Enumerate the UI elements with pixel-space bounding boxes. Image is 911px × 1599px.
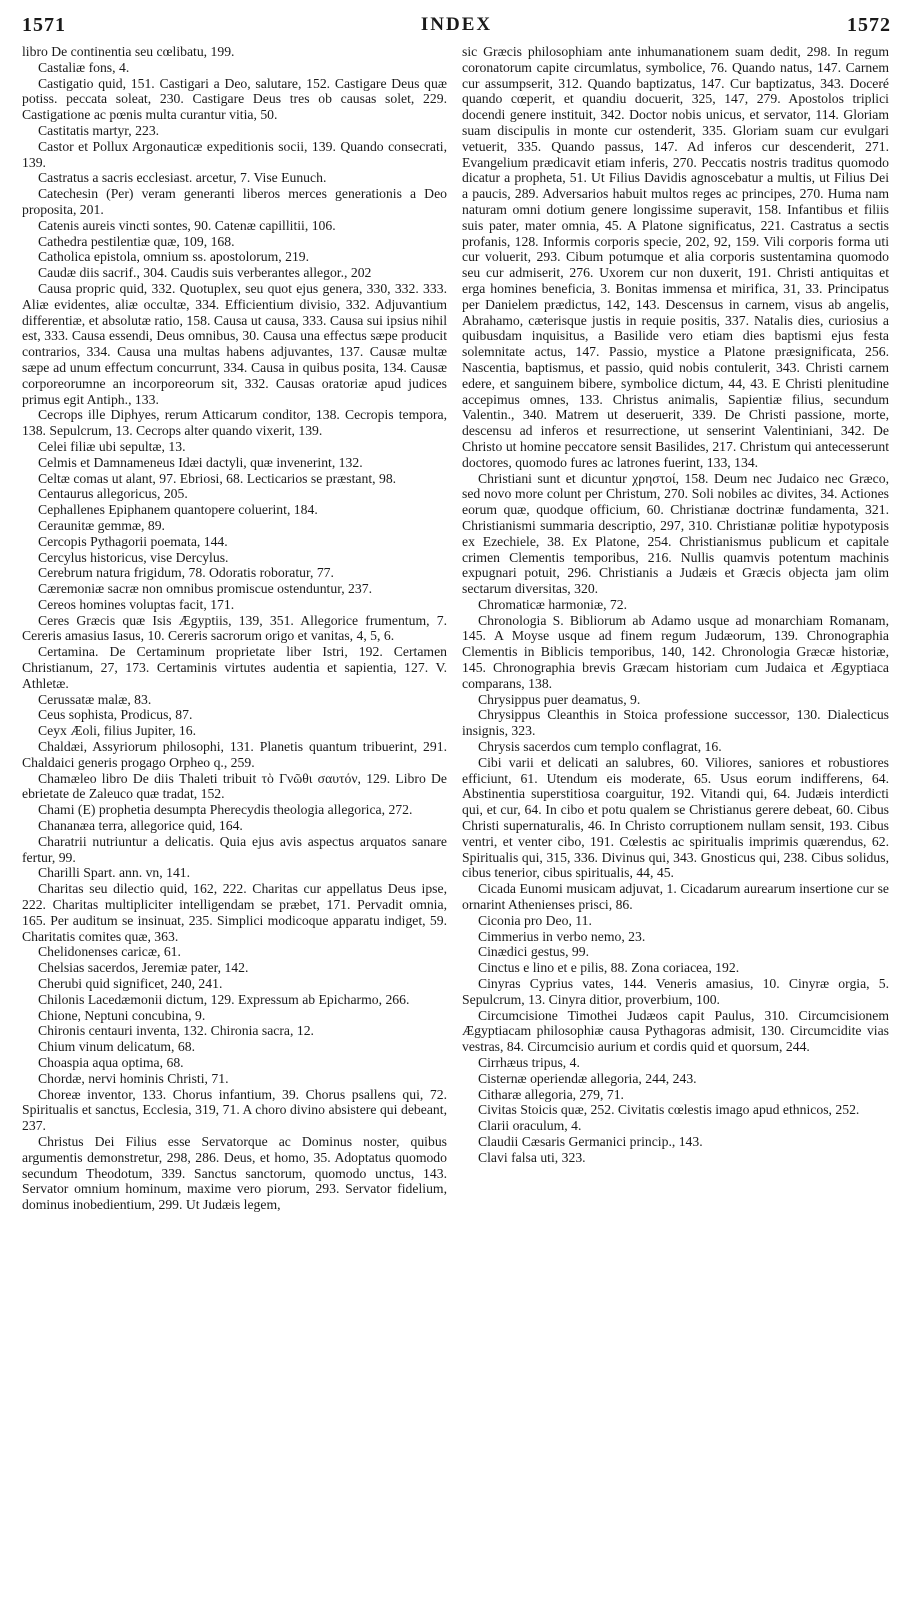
index-entry: Chrysippus puer deamatus, 9.	[478, 691, 641, 707]
index-entry: Civitas Stoicis quæ, 252. Civitatis cœlestis imago apud ethnicos, 252.	[478, 1102, 860, 1118]
index-entry: Cæremoniæ sacræ non omnibus promiscue ostenduntur, 237.	[38, 581, 373, 597]
index-entry: Celtæ comas ut alant, 97. Ebriosi, 68. Lecticarios se præstant, 98.	[38, 470, 397, 486]
index-entry: Chironis centauri inventa, 132. Chironia sacra, 12.	[38, 1023, 314, 1039]
right-page-number: 1572	[847, 14, 891, 36]
index-entry: Cerebrum natura frigidum, 78. Odoratis roboratur, 77.	[38, 565, 334, 581]
index-entry: Citharæ allegoria, 279, 71.	[478, 1086, 624, 1102]
index-entry: Castigatio quid, 151. Castigari a Deo, salutare, 152. Castigare Deus quæ potiss. peccata soleat, 230. Castigare Deus tres ob causas solet, 229. Castigatione ac pœnis multa curantur vitia, 50.	[22, 75, 447, 123]
index-entry: Chromaticæ harmoniæ, 72.	[478, 596, 628, 612]
index-entry: Catechesin (Per) veram generanti liberos merces generationis a Deo proposita, 201.	[22, 186, 447, 217]
index-entry: libro De continentia seu cœlibatu, 199.	[22, 44, 235, 59]
index-entry: Clarii oraculum, 4.	[478, 1118, 582, 1134]
index-entry: Choaspia aqua optima, 68.	[38, 1055, 184, 1070]
index-entry: Cirrhæus tripus, 4.	[478, 1055, 580, 1070]
index-entry: Chami (E) prophetia desumpta Pherecydis theologia allegorica, 272.	[38, 802, 413, 818]
index-entry: Cerussatæ malæ, 83.	[38, 691, 152, 707]
index-entry: Chananæa terra, allegorice quid, 164.	[38, 818, 243, 834]
index-entry: Chronologia S. Bibliorum ab Adamo usque ad monarchiam Romanam, 145. A Moyse usque ad finem regum Judæorum, 139. Chronographia Clementis in Biblicis temporibus, 140, 142. Chronologia Græcæ historiæ, 145. Chronographia brevis Græcam historiam cum Judaica et Ægyptiaca comparans, 138.	[462, 612, 889, 691]
index-entry: Causa propric quid, 332. Quotuplex, seu quot ejus genera, 330, 332. 333. Aliæ evidentes, aliæ occultæ, 334. Efficientium divisio, 332. Adjuvantium differentiæ, et absolutæ ratio, 158. Causa ut causa, 333. Causa sui ipsius nihil est, 333. Causa essendi, Deus omnibus, 30. Causa una effectus sæpe producit contrarios, 334. Causa una multas habens adjuvantes, 137. Causæ multæ sæpe ad unum effectum concurrunt, 334. Causa in quibus posita, 134. Causæ corporeorumne an incorporeorum sit, 332. Causas oratoriæ apud judices primus egit Antiph., 133.	[22, 280, 447, 407]
index-entry: Celei filiæ ubi sepultæ, 13.	[38, 438, 186, 454]
index-entry: Cinædici gestus, 99.	[478, 944, 590, 960]
index-entry: Ceus sophista, Prodicus, 87.	[38, 707, 193, 723]
index-entry: Charatrii nutriuntur a delicatis. Quia ejus avis aspectus arquatos sanare fertur, 99.	[22, 833, 447, 865]
index-entry: Cereos homines voluptas facit, 171.	[38, 596, 235, 612]
index-entry: Chelidonenses caricæ, 61.	[38, 944, 181, 960]
index-entry: Cherubi quid significet, 240, 241.	[38, 976, 223, 992]
index-entry: Circumcisione Timothei Judæos capit Paulus, 310. Circumcisionem Ægyptiacam philosophiæ causa Pythagoras admisit, 130. Circumcidite vias vestras, 84. Circumcisio aurium et cordis quid et quorsum, 244.	[462, 1007, 889, 1055]
right-column	[462, 44, 889, 1581]
index-entry: Castaliæ fons, 4.	[38, 59, 130, 75]
index-entry: Cibi varii et delicati an salubres, 60. Viliores, saniores et robustiores efficiunt, 61. Utendum eis moderate, 65. Usus eorum indifferens, 64. Abstinentia superstitiosa coarguitur, 192. Vitandi qui, 64. Judæis interdicti qui, et cur, 64. In cibo et potu qualem se Christianus gerere debeat, 60. Cibus Christi supernaturalis, 46. In Christo corruptionem nullam sensit, 193. Cibus ventri, et venter cibo, 191. Cœlestis ac spiritualis imprimis quærendus, 62. Spiritualis qui, 315, 336. Divinus qui, 343. Gnosticus qui, 238. Cibus solidus, cibus tenerior, cibus spiritualis, 44, 45.	[462, 754, 889, 881]
left-column	[22, 44, 447, 1581]
index-entry: Cinyras Cyprius vates, 144. Veneris amasius, 10. Cinyræ orgia, 5. Sepulcrum, 13. Cinyra ditior, proverbium, 100.	[462, 976, 889, 1007]
index-entry: sic Græcis philosophiam ante inhumanationem suam dedit, 298. In regum coronatorum capite circumlatus, symbolice, 76. Quando natus, 147. Carnem cur assumpserit, 312. Quando baptizatus, 147. Cur baptizatus, 343. Doceré quando cœperit, et quandiu docuerit, 325, 147, 279. Apostolos triplici docendi genere instituit, 342. Doctor nobis unicus, et servator, 114. Gloriam suam discipulis in monte cur ostenderit, 335. Gloriam suam cur evulgari vetuerit, 335. Quando passus, 147. Ad inferos cur descenderit, 271. Evangelium prædicavit etiam inferis, 270. Peccatis nostris traditus quomodo dicatur a propheta, 51. Ut Filius Davidis agnoscebatur a multis, ut Filius Dei a paucis, 289. Adversarios habuit multos reges ac principes, 270. Huma nam naturam omni dotium genere longissime superavit, 158. Infantibus et filiis suis pater, mater omnia, 45. A Platone significatus, 221. Castratus a sectis profanis, 128. Informis corporis specie, 202, 92, 159. Vili corporis forma uti cur voluerit, 293. Cibum potumque et alia corporis sustentamina quomodo seu cur admiserit, 276. Uxorem cur non duxerit, 191. Christi antiquitas et erga homines beneficia, 3. Bonitas immensa et mirifica, 31, 33. Principatus per Danielem prædictus, 142, 143. Descensus in carnem, visus ab angelis, Abrahamo, cæterisque justis in requie positis, 337. Natalis dies, curiosius a quibusdam inquisitus, a Basilide vero etiam dies baptismi ejus festa solemnitate actus, 147. Passio, mystice a Platone præsignificata, 256. Nascentia, baptismus, et passio, quid nobis contulerit, 343. Christi carnem edere, et sanguinem bibere, symbolice dictum, 44, 43. E Christi plenitudine accepimus omnes, 133. Christus animalis, Sapientiæ filius, secundum Valentin., 340. Matrem ut deseruerit, 339. De Christi passione, morte, descensu ad inferos et resurrectione, ut senserint Valentiniani, 342. De Christo ut homine peccatore sensit Basilides, 217. Christum qui antecesserunt doctores, quomodo fures ac latrones fuerint, 133, 134.	[462, 44, 889, 470]
index-entry: Cercopis Pythagorii poemata, 144.	[38, 533, 228, 549]
index-entry: Chaldæi, Assyriorum philosophi, 131. Planetis quantum tribuerint, 291. Chaldaici generis progago Orpheo q., 259.	[22, 739, 447, 770]
index-entry: Chamæleo libro De diis Thaleti tribuit τὸ Γνῶθι σαυτόν, 129. Libro De ebrietate de Zaleuco quæ tradat, 152.	[22, 770, 447, 802]
left-page-number: 1571	[22, 14, 66, 36]
index-entry: Charilli Spart. ann. vn, 141.	[38, 865, 191, 881]
index-entry: Cimmerius in verbo nemo, 23.	[478, 928, 646, 944]
index-entry: Christiani sunt et dicuntur χρηστοί, 158. Deum nec Judaico nec Græco, sed novo more colunt per Christum, 270. Soli nobiles ac divites, 34. Actiones eorum quæ, quodque officium, 60. Christianæ doctrinæ fundamenta, 321. Christianismi summaria descriptio, 297, 310. Christianæ politiæ hypotyposis ex Ezechiele, 38. Ex Platone, 254. Christianismus publicum et capitale crimen Clementis temporibus, 216. Nullis quamvis potentum machinis expugnari potuit, 296. Christianis a Judæis et Græcis objecta jam olim sectarum diversitas, 320.	[462, 470, 889, 597]
index-entry: Charitas seu dilectio quid, 162, 222. Charitas cur appellatus Deus ipse, 222. Charitas multipliciter intelligendam se præbet, 171. Pervadit omnia, 165. Per auditum se insinuat, 235. Simplici modicoque apparatu indiget, 59. Charitatis comites quæ, 363.	[22, 881, 447, 944]
index-entry: Chrysis sacerdos cum templo conflagrat, 16.	[478, 739, 722, 755]
index-entry: Catholica epistola, omnium ss. apostolorum, 219.	[38, 249, 310, 265]
index-entry: Ceres Græcis quæ Isis Ægyptiis, 139, 351. Allegorice frumentum, 7. Cereris amasius Iasus, 10. Cereris sacrorum origo et vanitas, 4, 5, 6.	[22, 612, 447, 644]
index-entry: Cinctus e lino et e pilis, 88. Zona coriacea, 192.	[478, 960, 740, 976]
index-entry: Cicada Eunomi musicam adjuvat, 1. Cicadarum aurearum insertione cur se ornarint Athenienses prisci, 86.	[462, 881, 889, 913]
index-entry: Cephallenes Epiphanem quantopere coluerint, 184.	[38, 502, 318, 518]
index-entry: Claudii Cæsaris Germanici princip., 143.	[478, 1133, 703, 1149]
index-entry: Ceraunitæ gemmæ, 89.	[38, 517, 165, 533]
index-entry: Castitatis martyr, 223.	[38, 122, 160, 138]
page-header	[22, 14, 891, 42]
index-entry: Chione, Neptuni concubina, 9.	[38, 1007, 206, 1023]
index-entry: Chrysippus Cleanthis in Stoica professione successor, 130. Dialecticus insignis, 323.	[462, 707, 889, 739]
index-entry: Chelsias sacerdos, Jeremiæ pater, 142.	[38, 960, 249, 976]
index-entry: Choreæ inventor, 133. Chorus infantium, 39. Chorus psallens qui, 72. Spiritualis et sanctus, Ecclesia, 319, 71. A choro divino absistere qui debeant, 237.	[22, 1086, 447, 1134]
index-entry: Castor et Pollux Argonauticæ expeditionis socii, 139. Quando consecrati, 139.	[22, 138, 447, 170]
index-entry: Christus Dei Filius esse Servatorque ac Dominus noster, quibus argumentis demonstretur, 298, 286. Deus, et homo, 35. Adoptatus quomodo secundum Theodotum, 339. Sanctus sanctorum, quomodo unctus, 143. Servator omnium hominum, maxime vero piorum, 293. Servator fidelium, dominus inobedientium, 299. Ut Judæis legem,	[22, 1133, 447, 1213]
index-entry: Ceyx Æoli, filius Jupiter, 16.	[38, 723, 196, 739]
index-entry: Cisternæ operiendæ allegoria, 244, 243.	[478, 1070, 697, 1086]
index-entry: Chordæ, nervi hominis Christi, 71.	[38, 1070, 229, 1086]
index-entry: Certamina. De Certaminum proprietate liber Istri, 192. Certamen Christianum, 27, 173. Certaminis virtutes audentia et sapientia, 127. V. Athletæ.	[22, 644, 447, 691]
index-entry: Caudæ diis sacrif., 304. Caudis suis verberantes allegor., 202	[38, 265, 372, 281]
index-entry: Cecrops ille Diphyes, rerum Atticarum conditor, 138. Cecropis tempora, 138. Sepulcrum, 13. Cecrops alter quando vixerit, 139.	[22, 407, 447, 439]
index-entry: Cercylus historicus, vise Dercylus.	[38, 549, 229, 565]
index-entry: Cathedra pestilentiæ quæ, 109, 168.	[38, 233, 235, 249]
index-entry: Clavi falsa uti, 323.	[478, 1149, 586, 1165]
index-entry: Ciconia pro Deo, 11.	[478, 912, 592, 928]
page-title: INDEX	[420, 14, 493, 35]
index-entry: Castratus a sacris ecclesiast. arcetur, 7. Vise Eunuch.	[38, 170, 327, 186]
index-entry: Catenis aureis vincti sontes, 90. Catenæ capillitii, 106.	[38, 217, 336, 233]
index-entry: Chilonis Lacedæmonii dictum, 129. Expressum ab Epicharmo, 266.	[38, 991, 410, 1007]
index-entry: Centaurus allegoricus, 205.	[38, 486, 188, 502]
index-entry: Celmis et Damnameneus Idæi dactyli, quæ invenerint, 132.	[38, 454, 363, 470]
index-entry: Chium vinum delicatum, 68.	[38, 1039, 196, 1055]
